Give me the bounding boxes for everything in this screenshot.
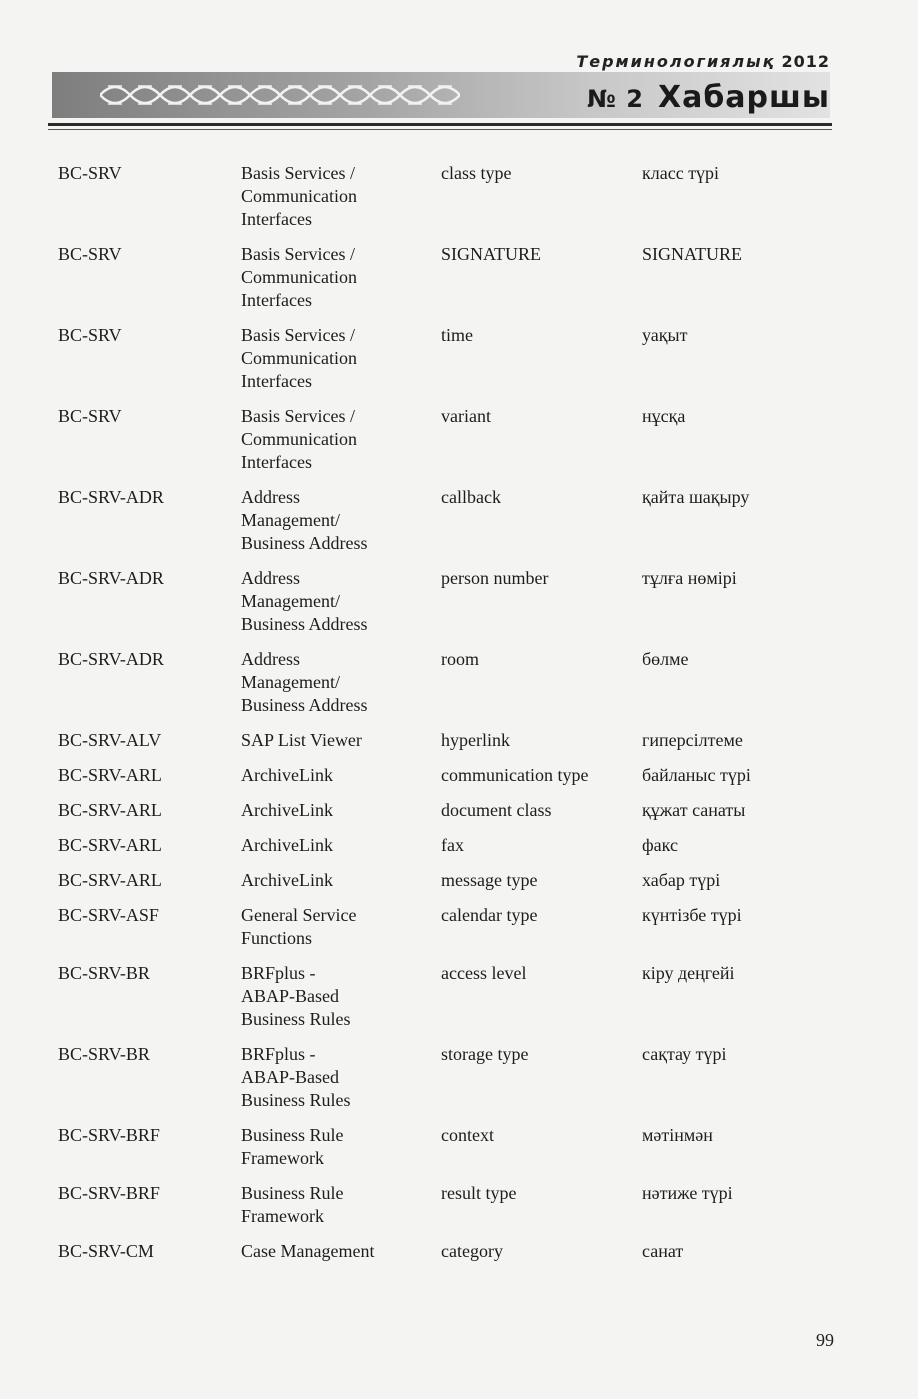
kazakh-term: байланыс түрі [642, 765, 751, 785]
page-number: 99 [816, 1330, 834, 1350]
component-name [241, 405, 441, 474]
component-code: BC-SRV-ARL [58, 870, 162, 890]
component-name-line: ArchiveLink [241, 870, 333, 890]
kazakh-term: нұсқа [642, 406, 686, 426]
component-name-line: Basis Services / [241, 325, 355, 345]
component-name-line: Business Address [241, 695, 368, 715]
component-code: BC-SRV [58, 325, 122, 345]
component-name [241, 243, 441, 312]
component-name [241, 486, 441, 555]
table-row [58, 904, 818, 950]
english-term: hyperlink [441, 730, 510, 750]
kazakh-term: гиперсілтеме [642, 730, 743, 750]
component-name [241, 962, 441, 1031]
page-header [0, 0, 918, 140]
component-name-line: ArchiveLink [241, 765, 333, 785]
component-name-line: SAP List Viewer [241, 730, 362, 750]
english-term: communication type [441, 765, 589, 785]
journal-year: 2012 [781, 52, 830, 71]
component-name [241, 1043, 441, 1112]
component-name-line: Communication [241, 186, 357, 206]
issue-number: № 2 [587, 85, 644, 113]
component-code: BC-SRV-ADR [58, 487, 164, 507]
component-name-line: Business Address [241, 533, 368, 553]
kazakh-term: күнтізбе түрі [642, 905, 742, 925]
english-term: time [441, 325, 473, 345]
component-name-line: Management/ [241, 591, 340, 611]
table-row [58, 324, 818, 393]
english-term: fax [441, 835, 464, 855]
table-row [58, 764, 818, 787]
component-name [241, 1240, 441, 1263]
kazakh-term: SIGNATURE [642, 244, 743, 264]
kazakh-term: факс [642, 835, 678, 855]
component-name-line: Communication [241, 267, 357, 287]
component-code: BC-SRV-CM [58, 1241, 154, 1261]
table-row [58, 567, 818, 636]
component-name-line: Business Rules [241, 1009, 351, 1029]
english-term: storage type [441, 1044, 529, 1064]
component-code: BC-SRV-BRF [58, 1125, 160, 1145]
issue-title [587, 80, 830, 115]
component-code: BC-SRV-ASF [58, 905, 159, 925]
table-row [58, 243, 818, 312]
header-rule [48, 123, 832, 126]
table-row [58, 486, 818, 555]
component-name-line: Management/ [241, 510, 340, 530]
table-row [58, 869, 818, 892]
component-name-line: Basis Services / [241, 244, 355, 264]
kazakh-term: қайта шақыру [642, 487, 750, 507]
kazakh-term: бөлме [642, 649, 689, 669]
english-term: access level [441, 963, 527, 983]
component-code: BC-SRV-ARL [58, 765, 162, 785]
kazakh-term: құжат санаты [642, 800, 746, 820]
component-name-line: Business Rule [241, 1125, 344, 1145]
english-term: result type [441, 1183, 517, 1203]
component-code: BC-SRV-BRF [58, 1183, 160, 1203]
component-name [241, 729, 441, 752]
component-code: BC-SRV-ADR [58, 568, 164, 588]
table-row [58, 1043, 818, 1112]
table-row [58, 1124, 818, 1170]
component-name-line: Business Rules [241, 1090, 351, 1110]
component-name-line: Functions [241, 928, 313, 948]
kazakh-term: хабар түрі [642, 870, 721, 890]
kazakh-term: класс түрі [642, 163, 720, 183]
english-term: document class [441, 800, 552, 820]
english-term: SIGNATURE [441, 244, 542, 264]
component-code: BC-SRV [58, 244, 122, 264]
english-term: variant [441, 406, 491, 426]
component-name-line: Interfaces [241, 290, 312, 310]
component-code: BC-SRV-ARL [58, 835, 162, 855]
component-name [241, 324, 441, 393]
journal-name: Терминологиялық [576, 52, 776, 71]
component-name-line: ArchiveLink [241, 835, 333, 855]
component-name-line: Business Address [241, 614, 368, 634]
english-term: context [441, 1125, 494, 1145]
component-name-line: BRFplus - [241, 1044, 316, 1064]
component-name-line: Address [241, 487, 300, 507]
component-name-line: Interfaces [241, 452, 312, 472]
component-name [241, 764, 441, 787]
component-name-line: ArchiveLink [241, 800, 333, 820]
component-name-line: ABAP-Based [241, 1067, 339, 1087]
component-name-line: Management/ [241, 672, 340, 692]
section-title: Хабаршы [657, 80, 830, 115]
component-name [241, 1182, 441, 1228]
component-code: BC-SRV-ADR [58, 649, 164, 669]
table-row [58, 648, 818, 717]
ornament-pattern-icon [100, 76, 460, 114]
component-name-line: Address [241, 568, 300, 588]
component-code: BC-SRV-ARL [58, 800, 162, 820]
english-term: message type [441, 870, 538, 890]
component-name [241, 567, 441, 636]
journal-title [576, 52, 830, 71]
english-term: callback [441, 487, 501, 507]
kazakh-term: тұлға нөмірі [642, 568, 737, 588]
table-row [58, 1182, 818, 1228]
table-row [58, 162, 818, 231]
component-name-line: Basis Services / [241, 163, 355, 183]
component-name-line: Business Rule [241, 1183, 344, 1203]
header-rule-thin [48, 129, 832, 130]
english-term: calendar type [441, 905, 538, 925]
component-code: BC-SRV [58, 163, 122, 183]
english-term: room [441, 649, 479, 669]
table-row [58, 405, 818, 474]
english-term: class type [441, 163, 512, 183]
component-name-line: Communication [241, 429, 357, 449]
component-name [241, 648, 441, 717]
component-code: BC-SRV-BR [58, 963, 150, 983]
component-code: BC-SRV-ALV [58, 730, 162, 750]
component-name-line: General Service [241, 905, 357, 925]
component-name [241, 162, 441, 231]
component-name-line: Address [241, 649, 300, 669]
component-name-line: ABAP-Based [241, 986, 339, 1006]
table-row [58, 1240, 818, 1263]
component-name [241, 834, 441, 857]
table-row [58, 962, 818, 1031]
component-name [241, 1124, 441, 1170]
table-row [58, 834, 818, 857]
component-code: BC-SRV-BR [58, 1044, 150, 1064]
english-term: person number [441, 568, 549, 588]
component-name [241, 869, 441, 892]
kazakh-term: нәтиже түрі [642, 1183, 733, 1203]
kazakh-term: санат [642, 1241, 684, 1261]
component-name-line: BRFplus - [241, 963, 316, 983]
component-name [241, 799, 441, 822]
component-name-line: Framework [241, 1148, 324, 1168]
component-name-line: Communication [241, 348, 357, 368]
kazakh-term: уақыт [642, 325, 688, 345]
kazakh-term: сақтау түрі [642, 1044, 727, 1064]
table-row [58, 729, 818, 752]
table-row [58, 799, 818, 822]
english-term: category [441, 1241, 503, 1261]
kazakh-term: кіру деңгейі [642, 963, 735, 983]
component-name-line: Interfaces [241, 209, 312, 229]
component-code: BC-SRV [58, 406, 122, 426]
kazakh-term: мәтінмән [642, 1125, 713, 1145]
component-name-line: Case Management [241, 1241, 375, 1261]
component-name-line: Framework [241, 1206, 324, 1226]
component-name-line: Basis Services / [241, 406, 355, 426]
term-table [58, 162, 818, 1275]
component-name-line: Interfaces [241, 371, 312, 391]
component-name [241, 904, 441, 950]
